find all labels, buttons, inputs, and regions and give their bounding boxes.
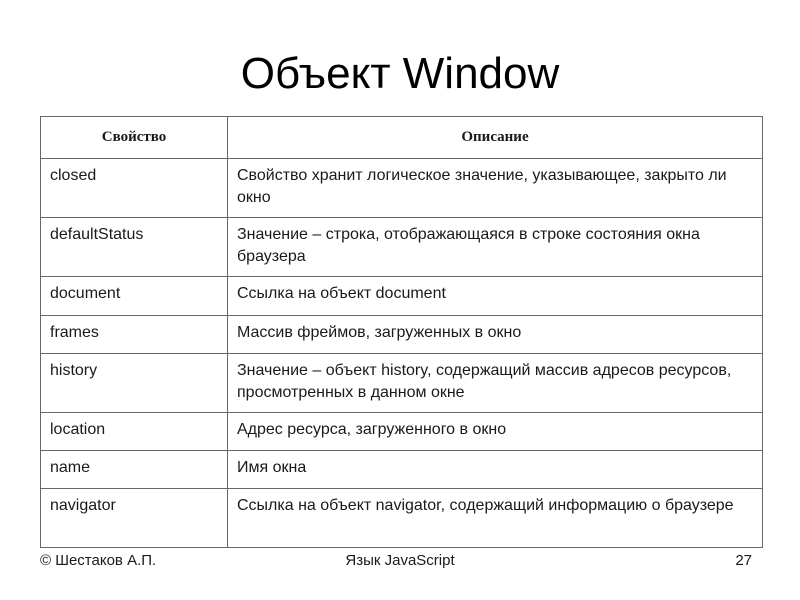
description-cell: Значение – объект history, содержащий массив адресов ресурсов, просмотренных в данном окне — [228, 354, 763, 413]
table-row — [41, 159, 763, 218]
property-cell: frames — [41, 316, 228, 354]
table-row — [41, 277, 763, 316]
column-header-description: Описание — [228, 117, 763, 159]
property-cell: location — [41, 413, 228, 451]
properties-table — [40, 116, 763, 548]
property-cell: navigator — [41, 489, 228, 548]
page-title: Объект Window — [240, 49, 560, 98]
footer-author: © Шестаков А.П. — [40, 552, 157, 569]
property-cell: defaultStatus — [41, 218, 228, 277]
description-cell: Ссылка на объект navigator, содержащий информацию о браузере — [228, 489, 763, 548]
property-cell: name — [41, 451, 228, 489]
table-row — [41, 354, 763, 413]
description-cell: Имя окна — [228, 451, 763, 489]
table-row — [41, 218, 763, 277]
property-cell: closed — [41, 159, 228, 218]
description-cell: Значение – строка, отображающаяся в строке состояния окна браузера — [228, 218, 763, 277]
description-cell: Массив фреймов, загруженных в окно — [228, 316, 763, 354]
property-cell: document — [41, 277, 228, 316]
description-cell: Адрес ресурса, загруженного в окно — [228, 413, 763, 451]
table-row — [41, 413, 763, 451]
description-cell: Свойство хранит логическое значение, указывающее, закрыто ли окно — [228, 159, 763, 218]
table-row — [41, 451, 763, 489]
table-header-row — [41, 117, 763, 159]
column-header-property: Свойство — [41, 117, 228, 159]
property-cell: history — [41, 354, 228, 413]
table-row — [41, 316, 763, 354]
footer-topic: Язык JavaScript — [345, 552, 455, 569]
table-row — [41, 489, 763, 548]
description-cell: Ссылка на объект document — [228, 277, 763, 316]
page-number: 27 — [735, 552, 752, 569]
